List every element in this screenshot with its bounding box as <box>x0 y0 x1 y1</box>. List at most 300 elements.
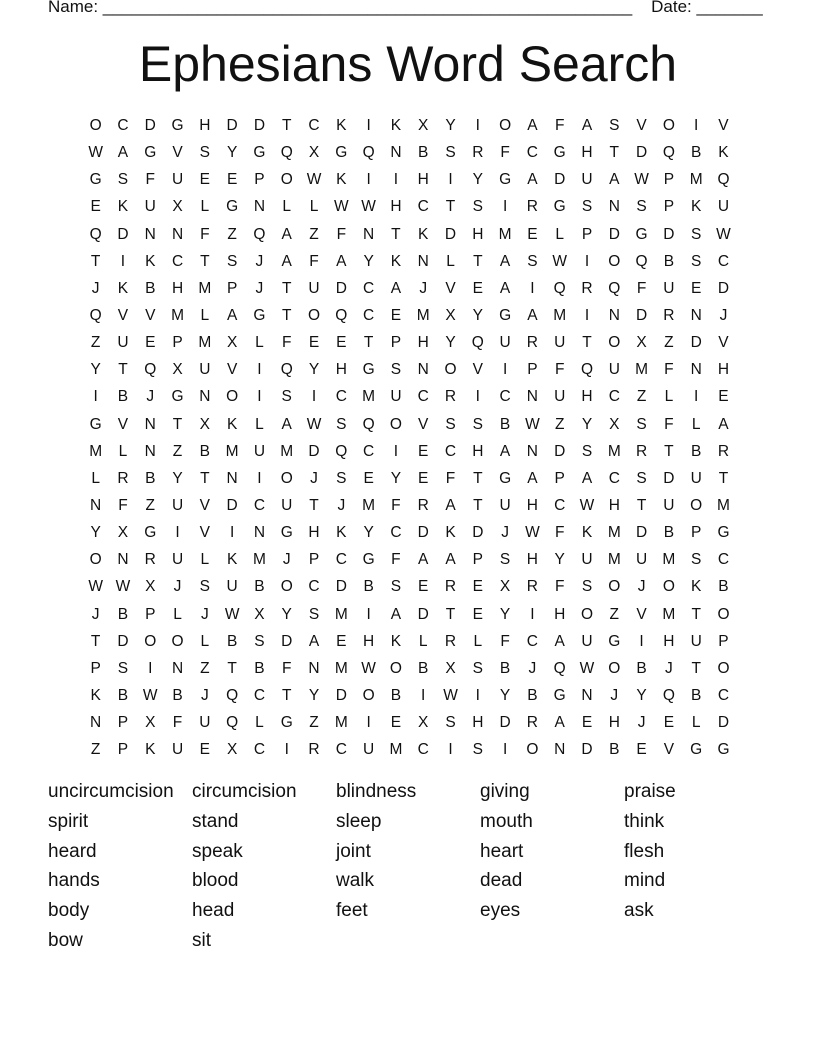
grid-letter: F <box>172 714 183 732</box>
word-list-item: stand <box>192 810 239 832</box>
grid-letter: R <box>444 388 457 406</box>
grid-letter: A <box>117 144 129 162</box>
grid-letter: L <box>446 252 455 270</box>
grid-letter: N <box>226 469 238 487</box>
grid-letter: S <box>336 469 347 487</box>
grid-letter: C <box>117 117 129 134</box>
grid-letter: L <box>282 198 292 216</box>
grid-letter: X <box>609 415 620 433</box>
grid-letter: I <box>475 388 480 406</box>
grid-letter: U <box>663 496 675 514</box>
grid-letter: F <box>664 415 674 433</box>
grid-letter: P <box>117 714 129 732</box>
grid-letter: W <box>88 144 103 162</box>
grid-letter: D <box>608 225 620 243</box>
grid-letter: F <box>445 469 456 487</box>
grid-letter: T <box>691 605 701 623</box>
grid-letter: O <box>89 551 102 569</box>
grid-letter: M <box>416 306 430 324</box>
grid-letter: M <box>662 551 676 569</box>
grid-letter: U <box>581 551 593 569</box>
grid-letter: R <box>144 551 156 569</box>
grid-letter: T <box>90 252 101 270</box>
grid-letter: S <box>472 198 483 216</box>
grid-letter: A <box>718 415 729 433</box>
grid-letter: U <box>171 741 184 759</box>
grid-letter: S <box>691 225 702 243</box>
grid-letter: L <box>255 334 264 352</box>
grid-letter: S <box>472 659 483 677</box>
word-list-item: heart <box>480 840 524 862</box>
grid-letter: H <box>581 144 593 162</box>
grid-letter: C <box>253 496 266 514</box>
grid-letter: D <box>417 524 429 542</box>
grid-letter: U <box>690 469 702 487</box>
grid-letter: M <box>252 551 266 569</box>
grid-letter: R <box>526 714 538 732</box>
grid-letter: Y <box>226 144 238 162</box>
grid-letter: U <box>581 632 593 650</box>
grid-letter: G <box>171 388 184 406</box>
grid-letter: G <box>362 551 375 569</box>
grid-letter: G <box>335 144 348 162</box>
grid-letter: I <box>530 605 535 623</box>
grid-letter: A <box>390 605 402 623</box>
grid-letter: T <box>309 496 319 514</box>
grid-letter: W <box>115 578 131 596</box>
grid-letter: Y <box>308 361 320 379</box>
grid-letter: C <box>608 469 620 487</box>
grid-letter: I <box>93 388 98 406</box>
grid-letter: M <box>198 334 212 352</box>
grid-letter: O <box>280 469 293 487</box>
grid-letter: Y <box>445 334 456 352</box>
grid-letter: Z <box>309 714 319 732</box>
grid-letter: O <box>499 117 512 134</box>
grid-letter: T <box>473 469 483 487</box>
grid-letter: S <box>581 198 593 216</box>
word-list-item: flesh <box>624 840 665 862</box>
grid-letter: U <box>199 361 211 379</box>
grid-letter: X <box>172 198 183 216</box>
word-list-item: blindness <box>336 781 417 802</box>
grid-letter: C <box>526 632 538 650</box>
grid-letter: J <box>637 578 646 596</box>
grid-letter: I <box>366 171 371 189</box>
grid-letter: X <box>499 578 511 596</box>
grid-letter: S <box>308 605 320 623</box>
grid-letter: J <box>610 686 619 704</box>
page-title: Ephesians Word Search <box>138 36 678 92</box>
grid-letter: A <box>527 117 538 134</box>
grid-letter: Z <box>664 334 674 352</box>
grid-letter: X <box>145 578 156 596</box>
grid-letter: F <box>281 659 292 677</box>
grid-letter: M <box>362 496 376 514</box>
grid-letter: G <box>280 524 293 542</box>
grid-letter: V <box>418 415 429 433</box>
grid-letter: N <box>608 198 620 216</box>
grid-letter: M <box>498 225 512 243</box>
grid-letter: K <box>117 198 129 216</box>
grid-letter: N <box>417 252 429 270</box>
grid-letter: U <box>581 171 593 189</box>
grid-letter: E <box>363 469 374 487</box>
grid-letter: B <box>363 578 374 596</box>
grid-letter: J <box>255 279 264 297</box>
grid-letter: S <box>691 252 702 270</box>
grid-letter: K <box>226 551 238 569</box>
grid-letter: C <box>390 524 402 542</box>
grid-letter: U <box>690 632 702 650</box>
word-list-item: praise <box>624 781 676 802</box>
grid-letter: K <box>691 578 702 596</box>
grid-letter: L <box>255 415 264 433</box>
grid-letter: J <box>419 279 428 297</box>
grid-letter: N <box>417 361 429 379</box>
grid-letter: S <box>636 198 647 216</box>
grid-letter: D <box>663 225 675 243</box>
grid-letter: M <box>89 442 103 460</box>
grid-letter: N <box>308 659 320 677</box>
grid-letter: I <box>366 117 371 134</box>
grid-letter: L <box>473 632 483 650</box>
grid-letter: H <box>199 117 211 134</box>
grid-letter: S <box>336 415 347 433</box>
grid-letter: E <box>691 279 702 297</box>
grid-letter: W <box>525 524 540 542</box>
grid-letter: C <box>717 252 730 270</box>
grid-letter: M <box>607 524 621 542</box>
grid-letter: R <box>444 632 457 650</box>
grid-letter: O <box>389 415 402 433</box>
grid-letter: F <box>554 361 565 379</box>
grid-letter: F <box>664 361 674 379</box>
grid-letter: K <box>336 524 347 542</box>
grid-letter: B <box>691 144 702 162</box>
grid-letter: D <box>554 171 566 189</box>
grid-letter: Y <box>390 469 402 487</box>
grid-letter: O <box>362 686 375 704</box>
grid-letter: S <box>499 551 511 569</box>
grid-letter: F <box>554 578 565 596</box>
grid-letter: K <box>390 632 402 650</box>
grid-letter: I <box>393 171 399 189</box>
grid-letter: U <box>390 388 402 406</box>
grid-letter: Y <box>499 605 511 623</box>
grid-letter: B <box>636 659 647 677</box>
grid-letter: P <box>581 225 593 243</box>
grid-letter: X <box>418 117 429 134</box>
grid-letter: A <box>390 279 402 297</box>
grid-letter: V <box>472 361 483 379</box>
word-list-item: dead <box>480 870 523 892</box>
grid-letter: Q <box>608 279 621 297</box>
grid-letter: G <box>226 198 239 216</box>
grid-letter: D <box>253 117 266 134</box>
grid-letter: O <box>89 117 102 134</box>
grid-letter: H <box>581 388 593 406</box>
grid-letter: C <box>417 388 429 406</box>
grid-letter: V <box>199 524 210 542</box>
grid-letter: P <box>691 524 702 542</box>
grid-letter: U <box>171 171 184 189</box>
grid-letter: S <box>581 442 593 460</box>
grid-letter: B <box>499 659 511 677</box>
grid-letter: V <box>117 415 129 433</box>
grid-letter: Q <box>471 334 484 352</box>
grid-letter: O <box>608 659 621 677</box>
word-list-item: walk <box>336 870 375 892</box>
grid-letter: C <box>499 388 511 406</box>
grid-letter: G <box>553 686 566 704</box>
grid-letter: A <box>281 225 292 243</box>
word-list-item: body <box>48 900 90 922</box>
grid-letter: T <box>718 469 729 487</box>
word-list-item: sleep <box>336 810 382 832</box>
grid-letter: E <box>527 225 538 243</box>
grid-letter: P <box>663 198 675 216</box>
grid-letter: I <box>393 442 399 460</box>
grid-letter: P <box>117 741 129 759</box>
grid-letter: Q <box>253 225 266 243</box>
grid-letter: Y <box>499 686 511 704</box>
grid-letter: B <box>145 279 156 297</box>
grid-letter: T <box>363 334 374 352</box>
grid-letter: A <box>445 496 456 514</box>
grid-letter: F <box>281 334 292 352</box>
grid-letter: W <box>306 415 322 433</box>
grid-letter: O <box>717 659 730 677</box>
grid-letter: B <box>117 605 129 623</box>
grid-letter: U <box>363 741 375 759</box>
grid-letter: C <box>335 551 347 569</box>
grid-letter: O <box>662 117 675 134</box>
grid-letter: S <box>199 144 210 162</box>
grid-letter: A <box>499 279 511 297</box>
grid-letter: O <box>280 578 293 596</box>
grid-letter: I <box>448 741 453 759</box>
grid-letter: R <box>117 469 129 487</box>
grid-letter: B <box>117 388 129 406</box>
grid-letter: P <box>172 334 183 352</box>
grid-letter: V <box>226 361 238 379</box>
grid-letter: R <box>417 496 429 514</box>
grid-letter: O <box>444 361 457 379</box>
grid-letter: P <box>527 361 538 379</box>
grid-letter: U <box>281 496 293 514</box>
grid-letter: G <box>89 171 102 189</box>
grid-letter: O <box>144 632 157 650</box>
name-date-line: Name: ________________________________________________________ Date: _______ <box>48 0 763 16</box>
grid-letter: Y <box>90 524 101 542</box>
grid-letter: J <box>719 306 728 324</box>
word-list-item: feet <box>336 900 368 922</box>
grid-letter: L <box>255 714 264 732</box>
grid-letter: T <box>582 334 592 352</box>
grid-letter: Y <box>281 605 292 623</box>
grid-letter: H <box>390 198 402 216</box>
grid-letter: I <box>421 686 426 704</box>
grid-letter: M <box>198 279 212 297</box>
grid-letter: L <box>200 551 210 569</box>
grid-letter: B <box>199 442 210 460</box>
grid-letter: E <box>418 469 429 487</box>
grid-letter: M <box>171 306 184 324</box>
grid-letter: E <box>226 171 238 189</box>
grid-letter: I <box>584 252 590 270</box>
grid-letter: X <box>308 144 320 162</box>
grid-letter: H <box>608 714 620 732</box>
grid-letter: L <box>200 198 210 216</box>
grid-letter: U <box>499 334 511 352</box>
grid-letter: R <box>717 442 730 460</box>
grid-letter: L <box>91 469 100 487</box>
grid-letter: U <box>554 388 566 406</box>
grid-letter: G <box>499 306 512 324</box>
grid-letter: A <box>499 442 511 460</box>
grid-letter: A <box>527 469 538 487</box>
grid-letter: J <box>200 605 209 623</box>
grid-letter: H <box>335 361 347 379</box>
word-list-item: spirit <box>48 810 89 832</box>
grid-letter: V <box>636 605 647 623</box>
grid-letter: T <box>473 252 483 270</box>
grid-letter: K <box>226 415 238 433</box>
grid-letter: X <box>636 334 647 352</box>
grid-letter: U <box>144 198 156 216</box>
grid-letter: C <box>717 686 730 704</box>
grid-letter: A <box>281 252 292 270</box>
grid-letter: P <box>254 171 265 189</box>
grid-letter: F <box>500 632 510 650</box>
grid-letter: T <box>118 361 128 379</box>
grid-letter: B <box>254 659 265 677</box>
grid-letter: W <box>142 686 158 704</box>
grid-letter: B <box>418 144 429 162</box>
grid-letter: U <box>226 578 238 596</box>
grid-letter: G <box>499 171 512 189</box>
grid-letter: R <box>526 198 538 216</box>
grid-letter: N <box>199 388 211 406</box>
grid-letter: Z <box>90 741 101 759</box>
grid-letter: D <box>581 741 593 759</box>
grid-letter: S <box>445 415 456 433</box>
grid-letter: N <box>690 361 702 379</box>
grid-letter: U <box>253 442 266 460</box>
grid-letter: M <box>635 361 649 379</box>
grid-letter: V <box>145 306 156 324</box>
grid-letter: C <box>363 279 375 297</box>
word-list-item: giving <box>480 781 530 802</box>
grid-letter: H <box>472 442 484 460</box>
grid-letter: S <box>390 361 402 379</box>
grid-letter: G <box>717 524 730 542</box>
grid-letter: W <box>224 605 240 623</box>
grid-letter: J <box>173 578 182 596</box>
grid-letter: O <box>690 496 703 514</box>
grid-letter: J <box>282 551 291 569</box>
grid-letter: U <box>171 551 184 569</box>
grid-letter: G <box>499 469 512 487</box>
grid-letter: T <box>664 442 674 460</box>
grid-letter: B <box>527 686 538 704</box>
grid-letter: A <box>581 469 593 487</box>
grid-letter: H <box>554 605 566 623</box>
grid-letter: F <box>391 496 401 514</box>
grid-letter: X <box>445 659 456 677</box>
grid-letter: L <box>691 714 701 732</box>
grid-letter: R <box>581 279 593 297</box>
grid-letter: E <box>718 388 729 406</box>
grid-letter: D <box>335 578 347 596</box>
grid-letter: W <box>634 171 649 189</box>
word-list-item: head <box>192 900 235 922</box>
grid-letter: T <box>281 117 292 134</box>
grid-letter: N <box>526 388 538 406</box>
grid-letter: P <box>718 632 729 650</box>
grid-letter: R <box>472 144 484 162</box>
grid-letter: X <box>254 605 265 623</box>
grid-letter: O <box>526 741 539 759</box>
grid-letter: K <box>336 117 347 134</box>
grid-letter: A <box>445 551 456 569</box>
grid-letter: I <box>366 714 371 732</box>
grid-letter: S <box>226 252 238 270</box>
grid-letter: K <box>418 225 429 243</box>
grid-letter: B <box>390 686 402 704</box>
grid-letter: I <box>502 741 508 759</box>
grid-letter: K <box>445 524 456 542</box>
grid-letter: Q <box>144 361 157 379</box>
grid-letter: V <box>636 117 647 134</box>
grid-letter: H <box>526 551 538 569</box>
grid-letter: G <box>553 144 566 162</box>
grid-letter: C <box>308 117 320 134</box>
grid-letter: W <box>88 578 103 596</box>
grid-letter: H <box>417 334 429 352</box>
grid-letter: E <box>90 198 101 216</box>
grid-letter: H <box>472 714 484 732</box>
grid-letter: O <box>580 605 594 623</box>
grid-letter: I <box>502 198 508 216</box>
grid-letter: Q <box>89 225 102 243</box>
grid-letter: W <box>525 415 540 433</box>
grid-letter: O <box>307 306 321 324</box>
grid-letter: A <box>581 117 593 134</box>
grid-letter: S <box>636 415 647 433</box>
grid-letter: M <box>717 496 730 514</box>
grid-letter: I <box>175 524 180 542</box>
grid-letter: P <box>145 605 156 623</box>
grid-letter: L <box>173 605 182 623</box>
word-list-item: joint <box>336 840 371 862</box>
grid-letter: D <box>417 605 429 623</box>
grid-letter: R <box>308 741 320 759</box>
grid-letter: J <box>91 605 100 623</box>
grid-letter: B <box>418 659 429 677</box>
grid-letter: Q <box>89 306 102 324</box>
grid-letter: Q <box>362 415 375 433</box>
grid-letter: C <box>363 306 375 324</box>
grid-letter: J <box>528 659 537 677</box>
grid-letter: P <box>472 551 483 569</box>
grid-letter: Z <box>145 496 155 514</box>
grid-letter: F <box>391 551 401 569</box>
grid-letter: F <box>554 117 565 134</box>
grid-letter: I <box>229 524 235 542</box>
grid-letter: N <box>144 442 156 460</box>
